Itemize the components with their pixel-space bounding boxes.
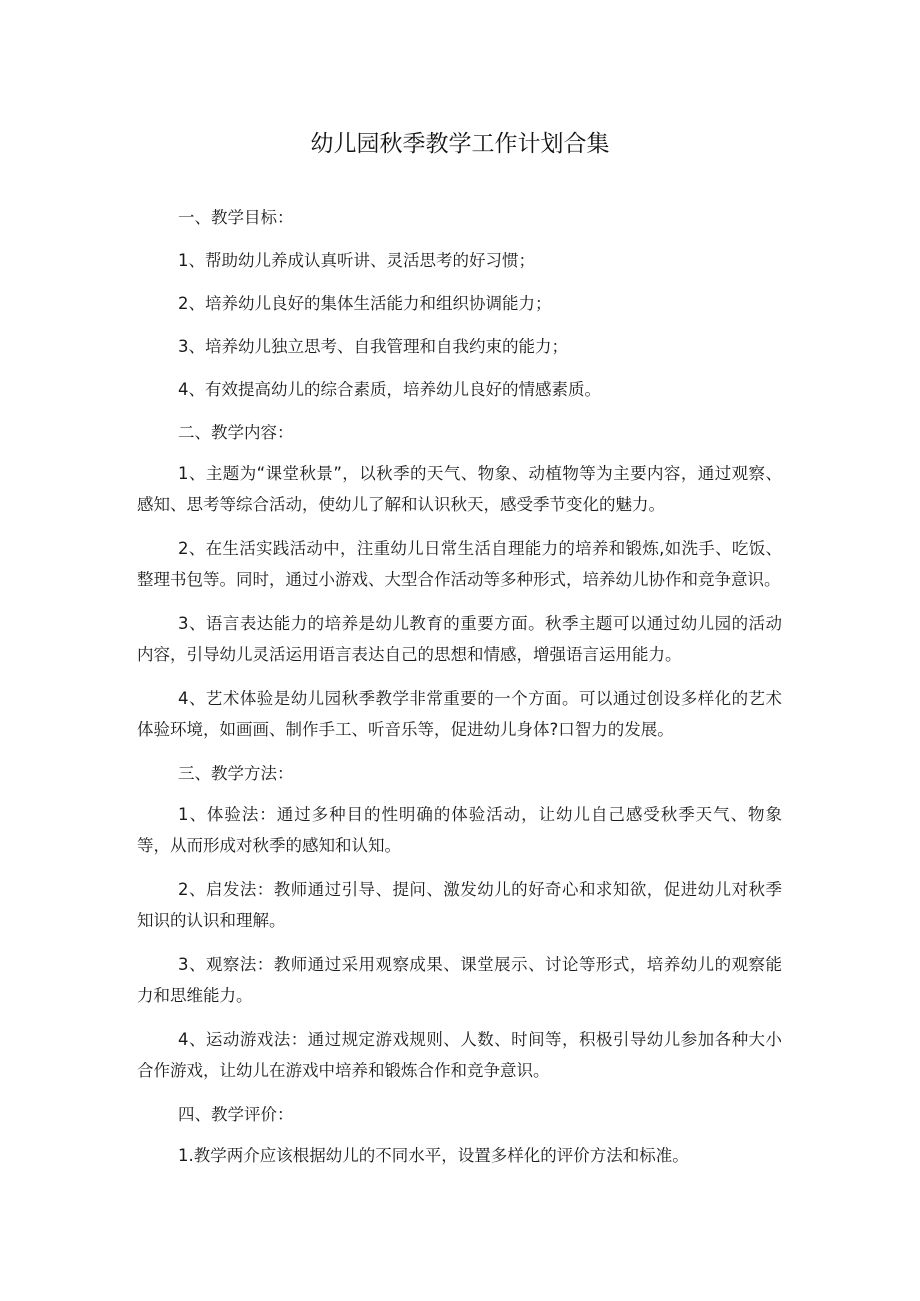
paragraph: 2、在生活实践活动中，注重幼儿日常生活自理能力的培养和锻炼,如洗手、吃饭、整理书包等。同时，通过小游戏、大型合作活动等多种形式，培养幼儿协作和竞争意识。 [137,539,782,589]
document-title: 幼儿园秋季教学工作计划合集 [310,131,610,157]
paragraph: 4、运动游戏法：通过规定游戏规则、人数、时间等，积极引导幼儿参加各种大小合作游戏，让幼儿在游戏中培养和锻炼合作和竞争意识。 [137,1030,782,1080]
paragraph: 2、启发法：教师通过引导、提问、激发幼儿的好奇心和求知欲，促进幼儿对秋季知识的认识和理解。 [137,880,782,930]
paragraph: 1、体验法：通过多种目的性明确的体验活动，让幼儿自己感受秋季天气、物象等，从而形成对秋季的感知和认知。 [137,805,782,855]
section-heading-evaluation: 四、教学评价： [178,1105,294,1124]
paragraph: 2、培养幼儿良好的集体生活能力和组织协调能力； [178,294,552,313]
paragraph: 4、有效提高幼儿的综合素质，培养幼儿良好的情感素质。 [178,380,601,399]
paragraph: 1、帮助幼儿养成认真听讲、灵活思考的好习惯； [178,251,535,270]
document-body [137,202,782,1171]
paragraph: 3、观察法：教师通过采用观察成果、课堂展示、讨论等形式，培养幼儿的观察能力和思维能力。 [137,955,782,1005]
paragraph: 1.教学两介应该根据幼儿的不同水平，设置多样化的评价方法和标准。 [178,1146,689,1165]
paragraph: 4、艺术体验是幼儿园秋季教学非常重要的一个方面。可以通过创设多样化的艺术体验环境，如画画、制作手工、听音乐等，促进幼儿身体?口智力的发展。 [137,689,782,739]
section-heading-content: 二、教学内容： [178,423,294,442]
paragraph: 1、主题为“课堂秋景”，以秋季的天气、物象、动植物等为主要内容，通过观察、感知、思考等综合活动，使幼儿了解和认识秋天，感受季节变化的魅力。 [137,464,782,514]
paragraph: 3、语言表达能力的培养是幼儿教育的重要方面。秋季主题可以通过幼儿园的活动内容，引导幼儿灵活运用语言表达自己的思想和情感，增强语言运用能力。 [137,614,782,664]
paragraph: 3、培养幼儿独立思考、自我管理和自我约束的能力； [178,337,568,356]
section-heading-goals: 一、教学目标： [178,208,294,227]
section-heading-methods: 三、教学方法： [178,764,294,783]
